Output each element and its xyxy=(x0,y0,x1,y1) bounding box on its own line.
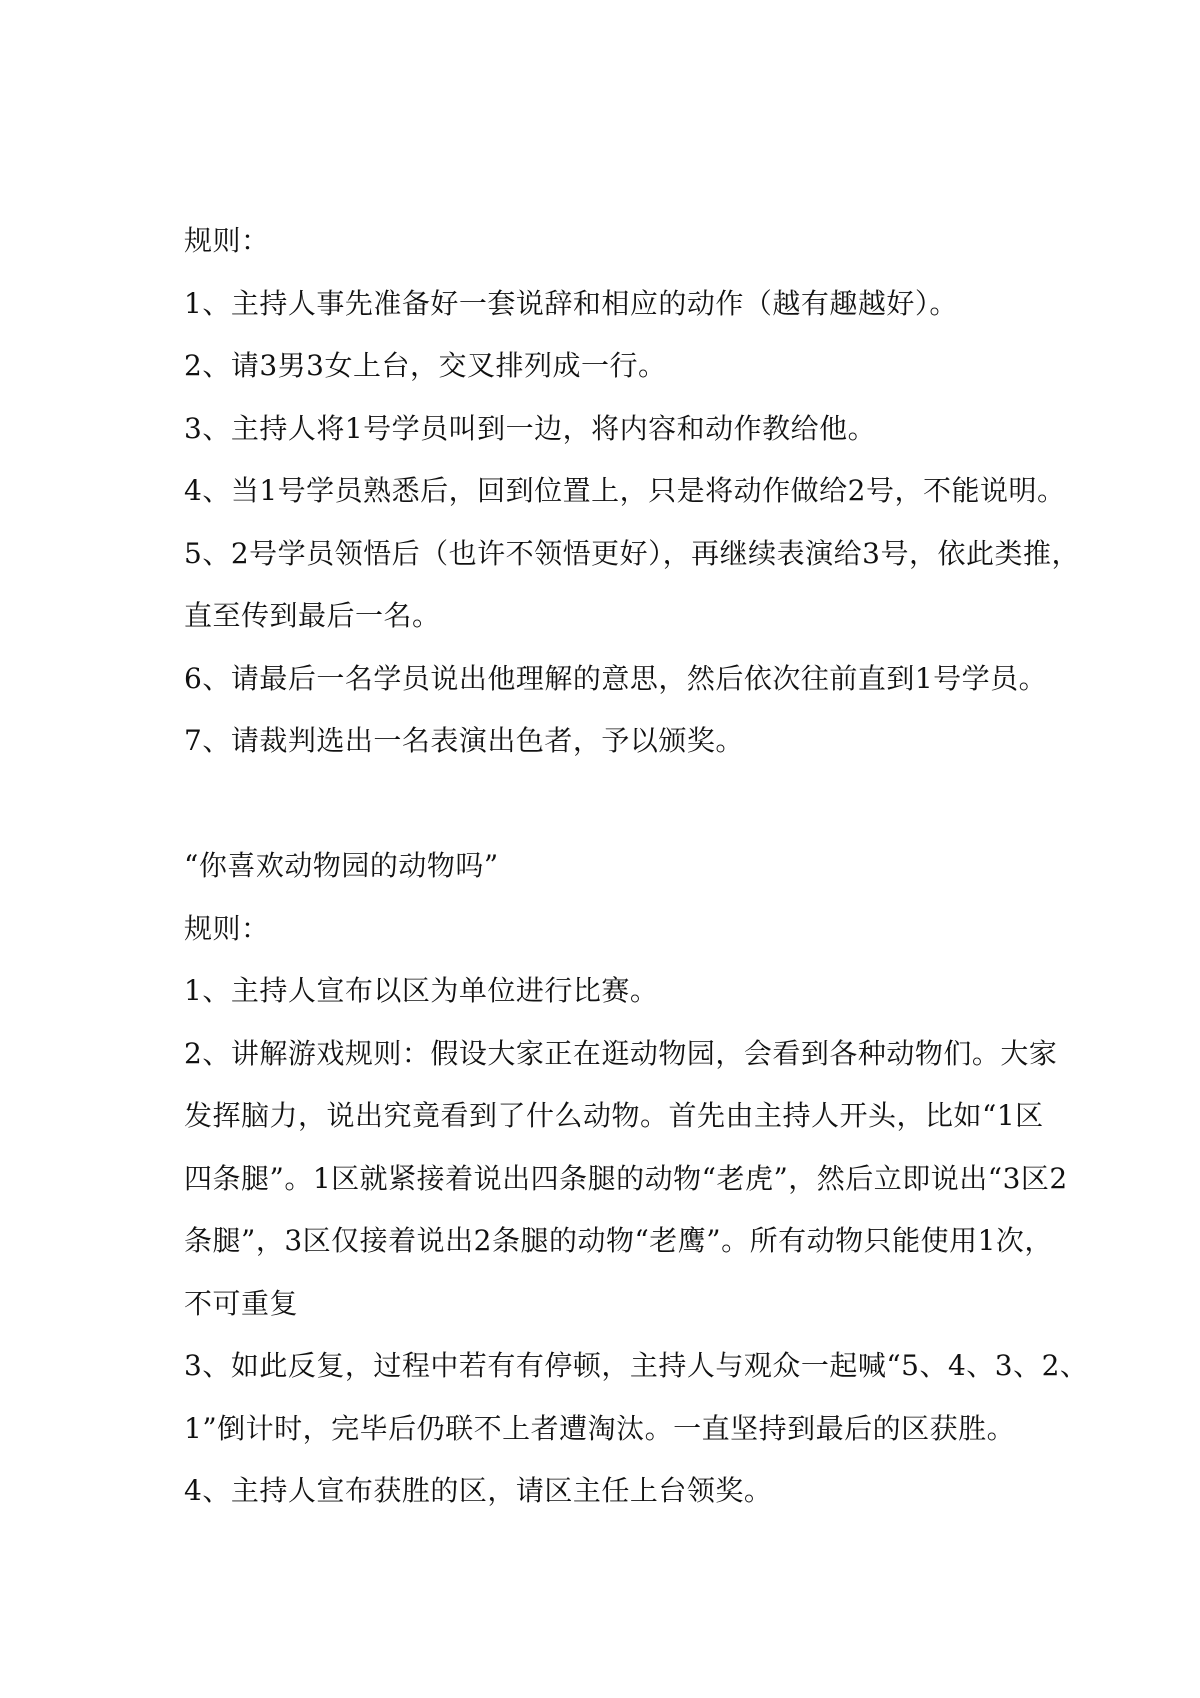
list-item xyxy=(184,1023,1068,1336)
section2-heading: 规则： xyxy=(184,911,270,945)
list-item-line: 3、主持人将1号学员叫到一边，将内容和动作教给他。 xyxy=(184,411,877,445)
list-item xyxy=(184,460,1066,523)
section2-list xyxy=(184,960,1089,1523)
list-item-line: 发挥脑力，说出究竟看到了什么动物。首先由主持人开头，比如“1区 xyxy=(184,1099,1044,1132)
list-item-line: 6、请最后一名学员说出他理解的意思，然后依次往前直到1号学员。 xyxy=(184,661,1048,695)
list-item-line: 7、请裁判选出一名表演出色者，予以颁奖。 xyxy=(184,724,744,757)
list-item-line: 1”倒计时，完毕后仍联不上者遭淘汰。一直坚持到最后的区获胜。 xyxy=(184,1411,1016,1445)
list-item-line: 2、请3男3女上台，交叉排列成一行。 xyxy=(184,349,667,382)
list-item xyxy=(184,1335,1089,1460)
list-item-line: 4、主持人宣布获胜的区，请区主任上台领奖。 xyxy=(184,1474,773,1507)
list-item-line: 1、主持人事先准备好一套说辞和相应的动作（越有趣越好）。 xyxy=(184,286,958,320)
section-spacer xyxy=(184,773,1054,836)
list-item-line: 条腿”，3区仅接着说出2条腿的动物“老鹰”。所有动物只能使用1次， xyxy=(184,1224,1053,1257)
section1-list xyxy=(184,273,1080,773)
document-page xyxy=(184,210,1089,1523)
list-item xyxy=(184,648,1054,711)
list-item xyxy=(184,273,1054,336)
section1-heading: 规则： xyxy=(184,224,270,257)
list-item xyxy=(184,523,1080,648)
list-item-line: 4、当1号学员熟悉后，回到位置上，只是将动作做给2号，不能说明。 xyxy=(184,474,1066,507)
list-item-line: 5、2号学员领悟后（也许不领悟更好），再继续表演给3号，依此类推， xyxy=(184,536,1080,570)
list-item xyxy=(184,710,1054,773)
list-item-line: 不可重复 xyxy=(184,1286,299,1320)
list-item-line: 四条腿”。1区就紧接着说出四条腿的动物“老虎”，然后立即说出“3区2 xyxy=(184,1161,1068,1195)
list-item xyxy=(184,1460,1054,1523)
list-item-line: 2、讲解游戏规则：假设大家正在逛动物园，会看到各种动物们。大家 xyxy=(184,1036,1058,1070)
section2-title: “你喜欢动物园的动物吗” xyxy=(184,849,499,882)
list-item-line: 1、主持人宣布以区为单位进行比赛。 xyxy=(184,974,659,1007)
list-item xyxy=(184,335,1054,398)
list-item-line: 3、如此反复，过程中若有有停顿，主持人与观众一起喊“5、4、3、2、 xyxy=(184,1349,1089,1382)
list-item xyxy=(184,960,1054,1023)
list-item-line: 直至传到最后一名。 xyxy=(184,599,441,632)
list-item xyxy=(184,398,1054,461)
